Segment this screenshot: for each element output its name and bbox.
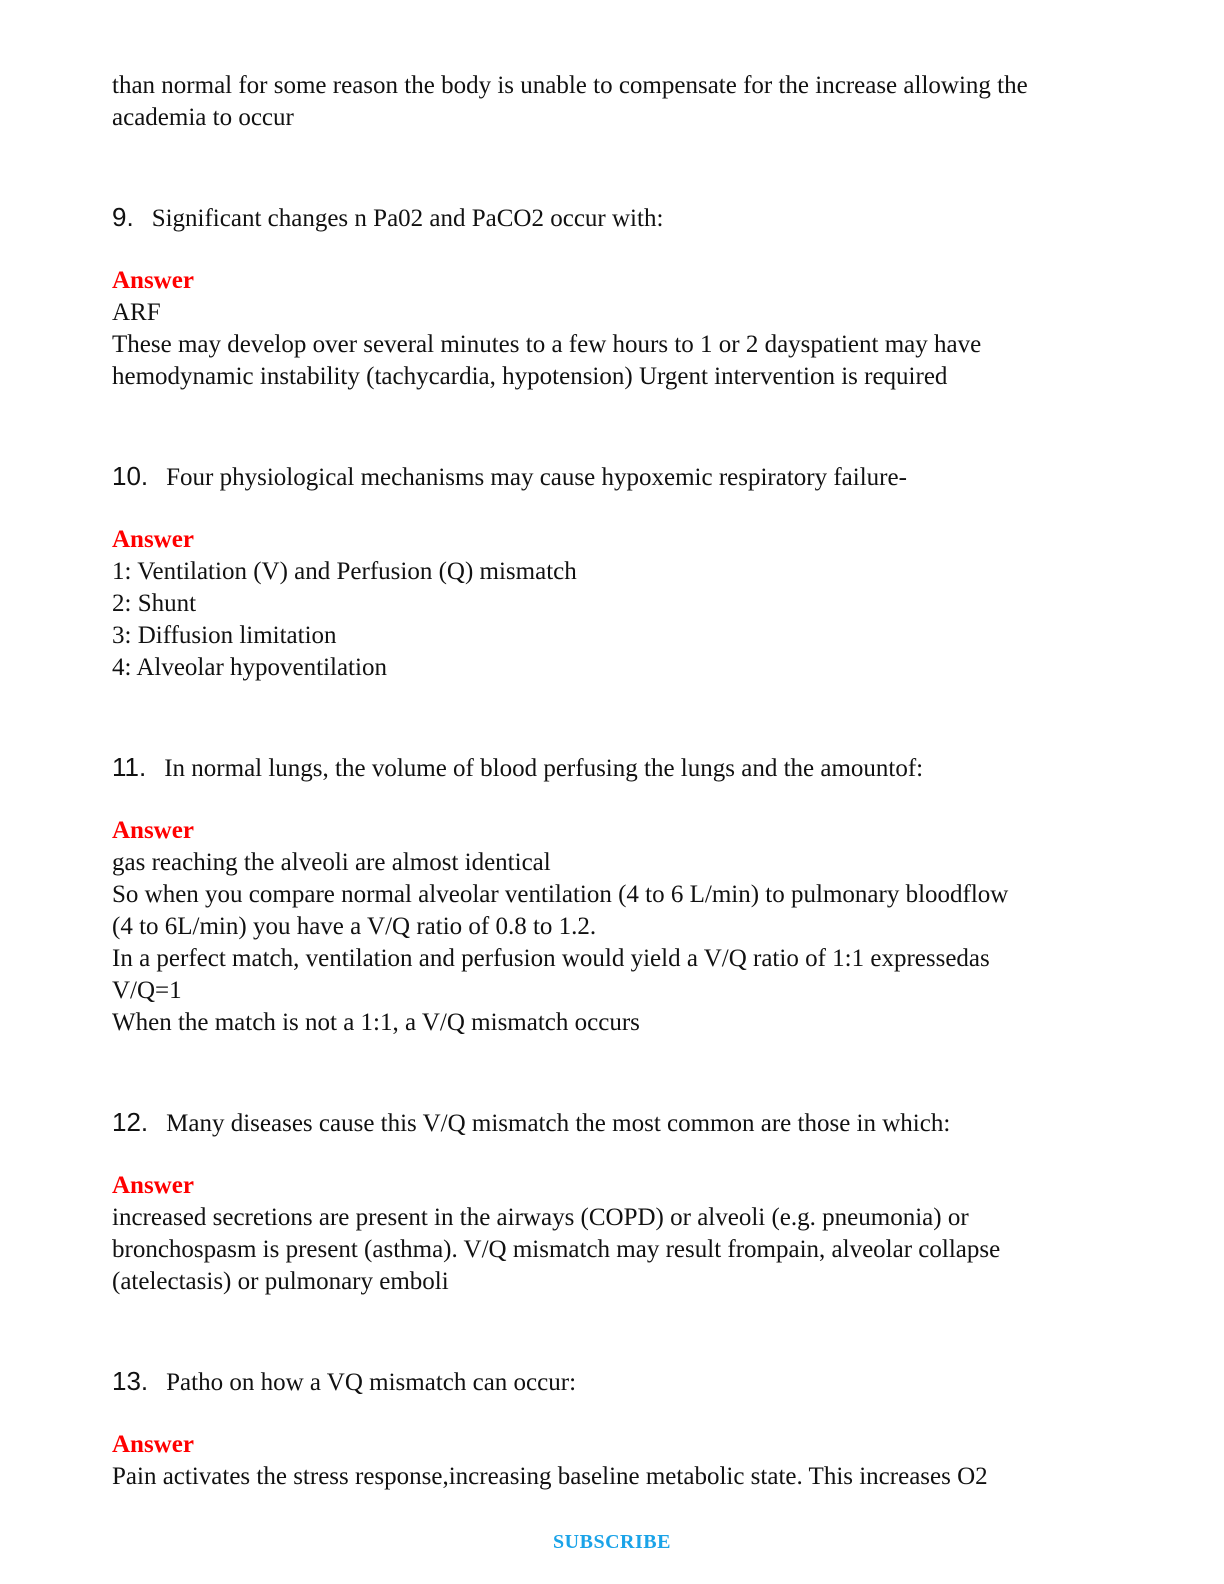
answer-label: Answer — [112, 526, 194, 553]
answer-label: Answer — [112, 1172, 194, 1199]
question-number: 13. — [112, 1366, 149, 1396]
answer-line: Pain activates the stress response,increasing baseline metabolic state. This increases O2 — [112, 1463, 988, 1490]
answer-line: 3: Diffusion limitation — [112, 622, 337, 649]
answer-line: increased secretions are present in the airways (COPD) or alveoli (e.g. pneumonia) or — [112, 1204, 969, 1231]
answer-label: Answer — [112, 267, 194, 294]
answer-line: So when you compare normal alveolar ventilation (4 to 6 L/min) to pulmonary bloodflow — [112, 881, 1009, 908]
question-13 — [112, 1365, 576, 1399]
answer-line: (4 to 6L/min) you have a V/Q ratio of 0.8 to 1.2. — [112, 913, 597, 940]
question-number: 10. — [112, 461, 149, 491]
question-number: 9. — [112, 202, 134, 232]
question-text: Four physiological mechanisms may cause hypoxemic respiratory failure- — [166, 464, 907, 491]
answer-line: ARF — [112, 299, 161, 326]
intro-line: than normal for some reason the body is unable to compensate for the increase allowing the — [112, 72, 1028, 99]
question-text: In normal lungs, the volume of blood perfusing the lungs and the amountof: — [164, 755, 924, 782]
question-10 — [112, 460, 907, 494]
answer-label: Answer — [112, 817, 194, 844]
answer-line: gas reaching the alveoli are almost identical — [112, 849, 551, 876]
answer-label: Answer — [112, 1431, 194, 1458]
answer-line: hemodynamic instability (tachycardia, hypotension) Urgent intervention is required — [112, 363, 948, 390]
question-11 — [112, 751, 923, 785]
answer-line: 1: Ventilation (V) and Perfusion (Q) mismatch — [112, 558, 577, 585]
answer-line: (atelectasis) or pulmonary emboli — [112, 1268, 449, 1295]
answer-line: When the match is not a 1:1, a V/Q mismatch occurs — [112, 1009, 640, 1036]
answer-line: In a perfect match, ventilation and perfusion would yield a V/Q ratio of 1:1 expressedas — [112, 945, 990, 972]
answer-line: bronchospasm is present (asthma). V/Q mismatch may result frompain, alveolar collapse — [112, 1236, 1001, 1263]
question-text: Many diseases cause this V/Q mismatch the most common are those in which: — [166, 1110, 951, 1137]
answer-line: These may develop over several minutes to a few hours to 1 or 2 dayspatient may have — [112, 331, 982, 358]
subscribe-link[interactable]: SUBSCRIBE — [553, 1531, 671, 1553]
question-text: Significant changes n Pa02 and PaCO2 occur with: — [151, 205, 664, 232]
answer-line: 2: Shunt — [112, 590, 197, 617]
question-text: Patho on how a VQ mismatch can occur: — [166, 1369, 577, 1396]
question-number: 12. — [112, 1107, 149, 1137]
question-12 — [112, 1106, 950, 1140]
answer-line: 4: Alveolar hypoventilation — [112, 654, 387, 681]
intro-line: academia to occur — [112, 104, 294, 131]
question-number: 11. — [112, 752, 147, 782]
question-9 — [112, 201, 663, 235]
answer-line: V/Q=1 — [112, 977, 182, 1004]
